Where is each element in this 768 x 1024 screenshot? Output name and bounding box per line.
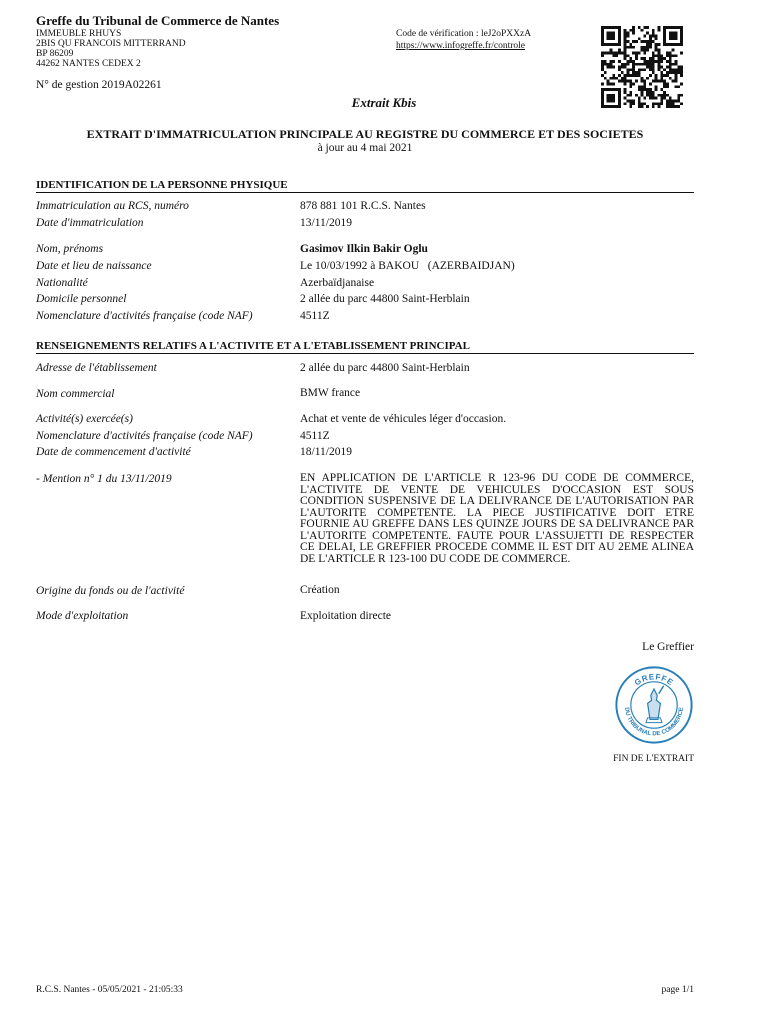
footer-rcs-timestamp: R.C.S. Nantes - 05/05/2021 - 21:05:33 [36, 985, 183, 995]
mention-text: EN APPLICATION DE L'ARTICLE R 123-96 DU CODE DE COMMERCE, L'ACTIVITE DE VENTE DE VEHICULES D'OCCASION EST SOUS CONDITION SUSPENSIVE DE LA DELIVRANCE DE L'AUTORISATION PAR L'AUTORITE COMPETENTE. LA PIECE JUSTIFICATIVE DOIT ETRE FOURNIE AU GREFFE DANS LES QUINZE JOURS DE SA DELIVRANCE PAR L'AUTORITE COMPETENTE. FAUTE POUR L'ASSUJETTI DE RESPECTER CE DELAI, LE GREFFIER PROCEDE COMME IL EST DIT AU 2EME ALINEA DE L'ARTICLE R 123-100 DU CODE DE COMMERCE. [300, 472, 694, 565]
update-date: à jour au 4 mai 2021 [317, 142, 413, 154]
address-line-2: 2BIS QU FRANCOIS MITTERRAND [36, 39, 186, 49]
section-activity-heading: RENSEIGNEMENTS RELATIFS A L'ACTIVITE ET A L'ETABLISSEMENT PRINCIPAL [36, 340, 694, 354]
field-value: 878 881 101 R.C.S. Nantes [300, 200, 426, 212]
field-label: Date et lieu de naissance [36, 260, 152, 272]
field-value: 2 allée du parc 44800 Saint-Herblain [300, 293, 470, 305]
person-name: Gasimov Ilkin Bakir Oglu [300, 243, 428, 255]
field-label: Adresse de l'établissement [36, 362, 157, 374]
field-label: Date de commencement d'activité [36, 446, 191, 458]
field-label: Nom, prénoms [36, 243, 104, 255]
greffe-seal-icon [614, 665, 694, 745]
field-label: Date d'immatriculation [36, 217, 144, 229]
field-label: Nationalité [36, 277, 88, 289]
field-value: Création [300, 584, 340, 596]
address-line-1: IMMEUBLE RHUYS [36, 29, 122, 39]
field-value: 4511Z [300, 430, 330, 442]
seal-bottom-text: DU TRIBUNAL DE COMMERCE [623, 707, 685, 738]
field-label: Activité(s) exercée(s) [36, 413, 133, 425]
greffe-title: Greffe du Tribunal de Commerce de Nantes [36, 13, 280, 28]
section-identification-heading: IDENTIFICATION DE LA PERSONNE PHYSIQUE [36, 179, 694, 193]
field-label: Nomenclature d'activités française (code NAF) [36, 310, 253, 322]
field-value: 13/11/2019 [300, 217, 352, 229]
field-label: Origine du fonds ou de l'activité [36, 585, 185, 597]
field-label: Immatriculation au RCS, numéro [36, 200, 189, 212]
field-value: Le 10/03/1992 à BAKOU (AZERBAIDJAN) [300, 260, 515, 272]
verification-link[interactable]: https://www.infogreffe.fr/controle [396, 41, 526, 51]
field-value: Exploitation directe [300, 610, 392, 622]
field-label: Domicile personnel [36, 293, 127, 305]
field-value: Azerbaïdjanaise [300, 277, 375, 289]
field-value: 18/11/2019 [300, 446, 352, 458]
field-label: Nom commercial [36, 388, 115, 400]
address-line-3: BP 86209 [36, 49, 74, 59]
svg-text:GREFFE [633, 672, 675, 687]
field-label: Nomenclature d'activités française (code NAF) [36, 430, 253, 442]
verification-code: Code de vérification : leJ2oPXXzA [396, 29, 532, 39]
kbis-title: Extrait Kbis [351, 95, 417, 110]
seal-top-text: GREFFE [632, 672, 676, 688]
address-line-4: 44262 NANTES CEDEX 2 [36, 59, 141, 69]
field-value: Achat et vente de véhicules léger d'occasion. [300, 413, 507, 425]
mention-label: - Mention n° 1 du 13/11/2019 [36, 473, 172, 485]
greffier-label: Le Greffier [642, 641, 694, 653]
end-of-extract: FIN DE L'EXTRAIT [613, 754, 694, 764]
field-value: 4511Z [300, 310, 330, 322]
main-title: EXTRAIT D'IMMATRICULATION PRINCIPALE AU REGISTRE DU COMMERCE ET DES SOCIETES [86, 127, 644, 141]
field-label: Mode d'exploitation [36, 610, 129, 622]
field-value: BMW france [300, 387, 361, 399]
verification-block [396, 28, 531, 52]
field-value: 2 allée du parc 44800 Saint-Herblain [300, 362, 470, 374]
page-number: page 1/1 [661, 985, 694, 995]
gestion-number: N° de gestion 2019A02261 [36, 79, 162, 91]
